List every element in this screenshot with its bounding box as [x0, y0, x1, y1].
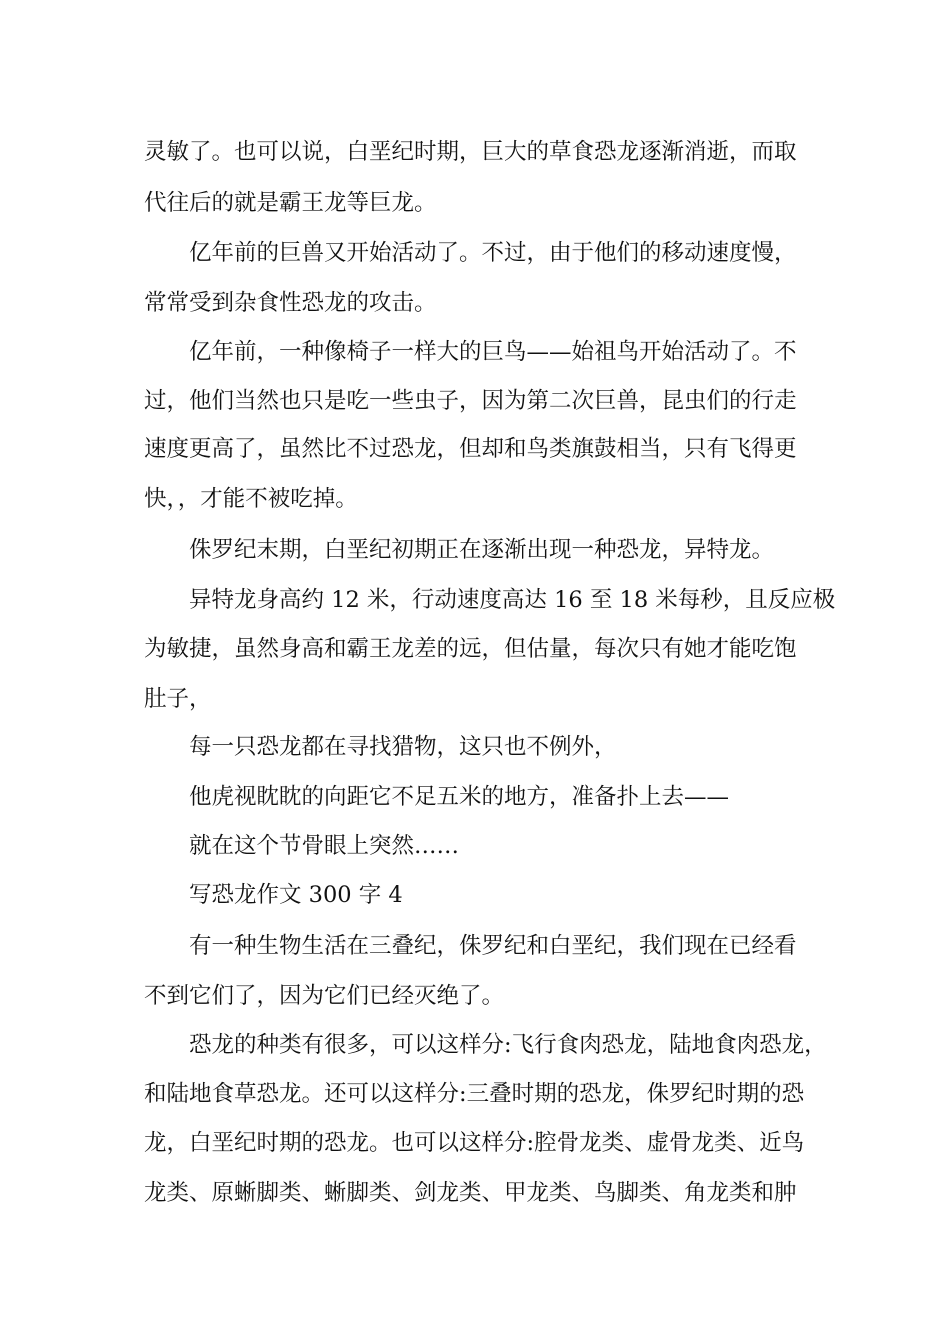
text-line: 有一种生物生活在三叠纪，侏罗纪和白垩纪，我们现在已经看 — [189, 933, 797, 959]
text-line: 他虎视眈眈的向距它不足五米的地方，准备扑上去—— — [189, 784, 730, 810]
section-heading: 写恐龙作文 300 字 4 — [189, 882, 403, 908]
text-line: 代往后的就是霸王龙等巨龙。 — [144, 190, 437, 216]
text-line: 异特龙身高约 12 米，行动速度高达 16 至 18 米每秒，且反应极 — [189, 587, 836, 613]
text-line: 过，他们当然也只是吃一些虫子，因为第二次巨兽，昆虫们的行走 — [144, 388, 797, 414]
text-line: 肚子， — [144, 686, 212, 712]
text-line: 就在这个节骨眼上突然…… — [189, 833, 460, 859]
text-line: 常常受到杂食性恐龙的攻击。 — [144, 290, 437, 316]
text-line: 快，，才能不被吃掉。 — [144, 486, 358, 512]
text-line: 侏罗纪末期，白垩纪初期正在逐渐出现一种恐龙，异特龙。 — [189, 537, 775, 563]
text-line: 亿年前的巨兽又开始活动了。不过，由于他们的移动速度慢， — [189, 240, 797, 266]
text-line: 为敏捷，虽然身高和霸王龙差的远，但估量，每次只有她才能吃饱 — [144, 636, 797, 662]
text-line: 不到它们了，因为它们已经灭绝了。 — [144, 983, 505, 1009]
text-line: 每一只恐龙都在寻找猎物，这只也不例外， — [189, 734, 617, 760]
text-line: 速度更高了，虽然比不过恐龙，但却和鸟类旗鼓相当，只有飞得更 — [144, 436, 797, 462]
text-line: 龙，白垩纪时期的恐龙。也可以这样分:腔骨龙类、虚骨龙类、近鸟 — [144, 1130, 805, 1156]
text-line: 亿年前，一种像椅子一样大的巨鸟——始祖鸟开始活动了。不 — [189, 339, 797, 365]
text-line: 龙类、原蜥脚类、蜥脚类、剑龙类、甲龙类、鸟脚类、角龙类和肿 — [144, 1180, 797, 1206]
text-line: 恐龙的种类有很多，可以这样分:飞行食肉恐龙，陆地食肉恐龙， — [189, 1032, 827, 1058]
text-line: 和陆地食草恐龙。还可以这样分:三叠时期的恐龙，侏罗纪时期的恐 — [144, 1081, 805, 1107]
text-line: 灵敏了。也可以说，白垩纪时期，巨大的草食恐龙逐渐消逝，而取 — [144, 139, 797, 165]
